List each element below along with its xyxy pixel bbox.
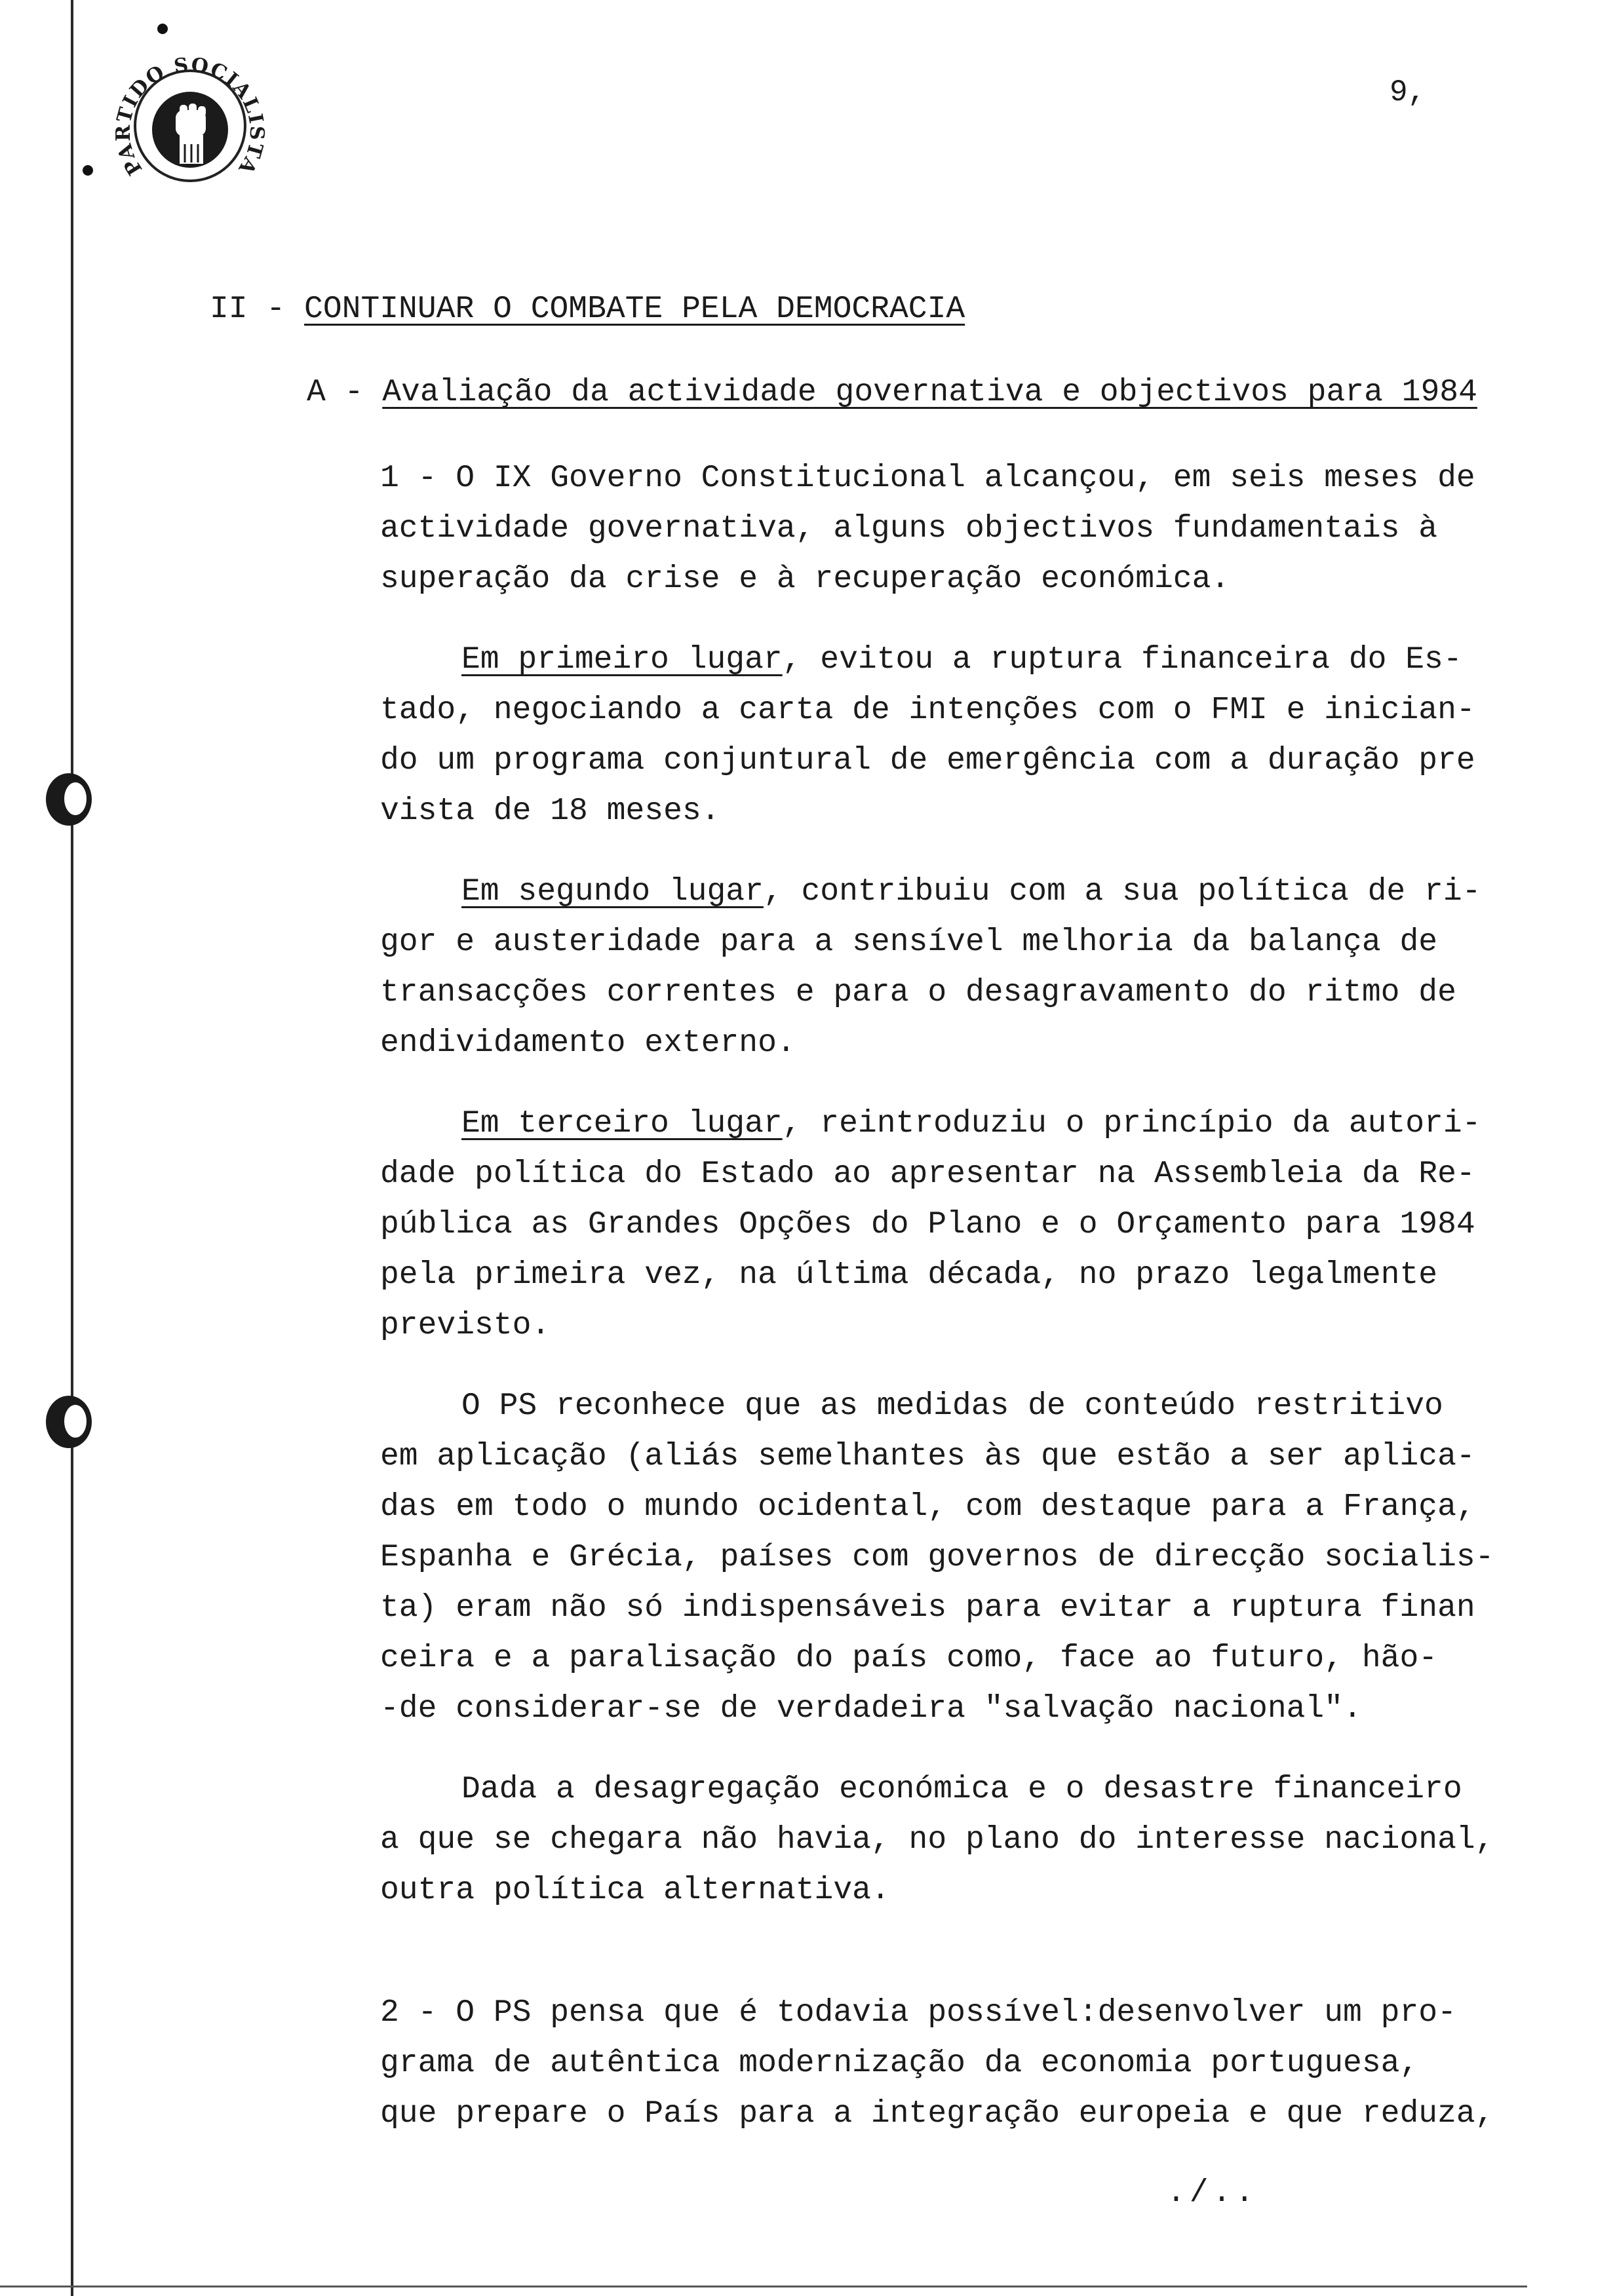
text-line: ceira e a paralisação do país como, face ao futuro, hão- — [380, 1641, 1438, 1676]
text-line: endividamento externo. — [380, 1025, 796, 1061]
text-run: , reintroduziu o princípio da autori- — [782, 1106, 1481, 1141]
text-line: 1 - O IX Governo Constitucional alcançou, em seis meses de — [380, 461, 1475, 496]
text-line: pública as Grandes Opções do Plano e o Orçamento para 1984 — [380, 1207, 1475, 1242]
text-line: -de considerar-se de verdadeira "salvação nacional". — [380, 1691, 1362, 1727]
continuation-mark: ./.. — [1167, 2175, 1258, 2211]
paragraph-5 — [380, 1381, 1534, 1734]
text-line — [380, 1099, 1534, 1149]
paragraph-7 — [380, 1988, 1534, 2139]
bottom-edge-line — [0, 2286, 1527, 2287]
text-line: vista de 18 meses. — [380, 794, 720, 829]
page-number: 9, — [1390, 75, 1426, 109]
text-line: actividade governativa, alguns objectivos fundamentais à — [380, 511, 1438, 546]
text-line: que prepare o País para a integração europeia e que reduza, — [380, 2096, 1494, 2132]
text-line: 2 - O PS pensa que é todavia possível:desenvolver um pro- — [380, 1995, 1456, 2031]
party-fist-logo — [98, 39, 282, 197]
paragraph-lead: Em primeiro lugar — [461, 642, 783, 678]
paragraph-3 — [380, 867, 1534, 1069]
text-line: outra política alternativa. — [380, 1873, 890, 1908]
text-line: O PS reconhece que as medidas de conteúdo restritivo — [461, 1388, 1443, 1424]
speck-mark — [83, 165, 93, 176]
text-line: das em todo o mundo ocidental, com destaque para a França, — [380, 1489, 1475, 1525]
text-line: superação da crise e à recuperação económica. — [380, 562, 1230, 597]
punch-hole-icon — [46, 773, 92, 826]
paragraph-6 — [380, 1765, 1534, 1916]
text-line: do um programa conjuntural de emergência com a duração pre — [380, 743, 1475, 778]
paragraph-4 — [380, 1099, 1534, 1351]
subsection-prefix: A - — [307, 375, 383, 410]
speck-mark — [157, 24, 168, 34]
text-line: Dada a desagregação económica e o desastre financeiro — [461, 1772, 1462, 1807]
body-text — [380, 453, 1534, 2139]
text-run: , evitou a ruptura financeira do Es- — [782, 642, 1462, 678]
text-line: tado, negociando a carta de intenções com o FMI e inician- — [380, 693, 1475, 728]
section-heading — [210, 292, 965, 327]
text-line — [380, 867, 1534, 917]
text-run: , contribuiu com a sua política de ri- — [763, 874, 1481, 909]
text-line: a que se chegara não havia, no plano do interesse nacional, — [380, 1822, 1494, 1858]
text-line: pela primeira vez, na última década, no prazo legalmente — [380, 1257, 1438, 1293]
paragraph-2 — [380, 635, 1534, 837]
text-line: Espanha e Grécia, países com governos de direcção socialis- — [380, 1540, 1494, 1575]
subsection-heading — [307, 375, 1477, 410]
svg-text:PARTIDO SOCIALISTA: PARTIDO SOCIALISTA — [111, 53, 269, 180]
text-line — [380, 635, 1534, 685]
paragraph-lead: Em segundo lugar — [461, 874, 764, 909]
subsection-title: Avaliação da actividade governativa e objectivos para 1984 — [382, 375, 1477, 410]
section-title: CONTINUAR O COMBATE PELA DEMOCRACIA — [304, 292, 965, 327]
text-line: dade política do Estado ao apresentar na Assembleia da Re- — [380, 1157, 1475, 1192]
text-line: previsto. — [380, 1308, 551, 1343]
section-prefix: II - — [210, 292, 305, 327]
text-line: transacções correntes e para o desagravamento do ritmo de — [380, 975, 1456, 1010]
left-margin-line — [71, 0, 73, 2296]
text-line: ta) eram não só indispensáveis para evitar a ruptura finan — [380, 1590, 1475, 1626]
text-line: em aplicação (aliás semelhantes às que estão a ser aplica- — [380, 1439, 1475, 1474]
punch-hole-icon — [46, 1396, 92, 1448]
text-line: gor e austeridade para a sensível melhoria da balança de — [380, 925, 1438, 960]
text-line: grama de autêntica modernização da economia portuguesa, — [380, 2046, 1419, 2081]
paragraph-lead: Em terceiro lugar — [461, 1106, 783, 1141]
paragraph-1 — [380, 453, 1534, 605]
